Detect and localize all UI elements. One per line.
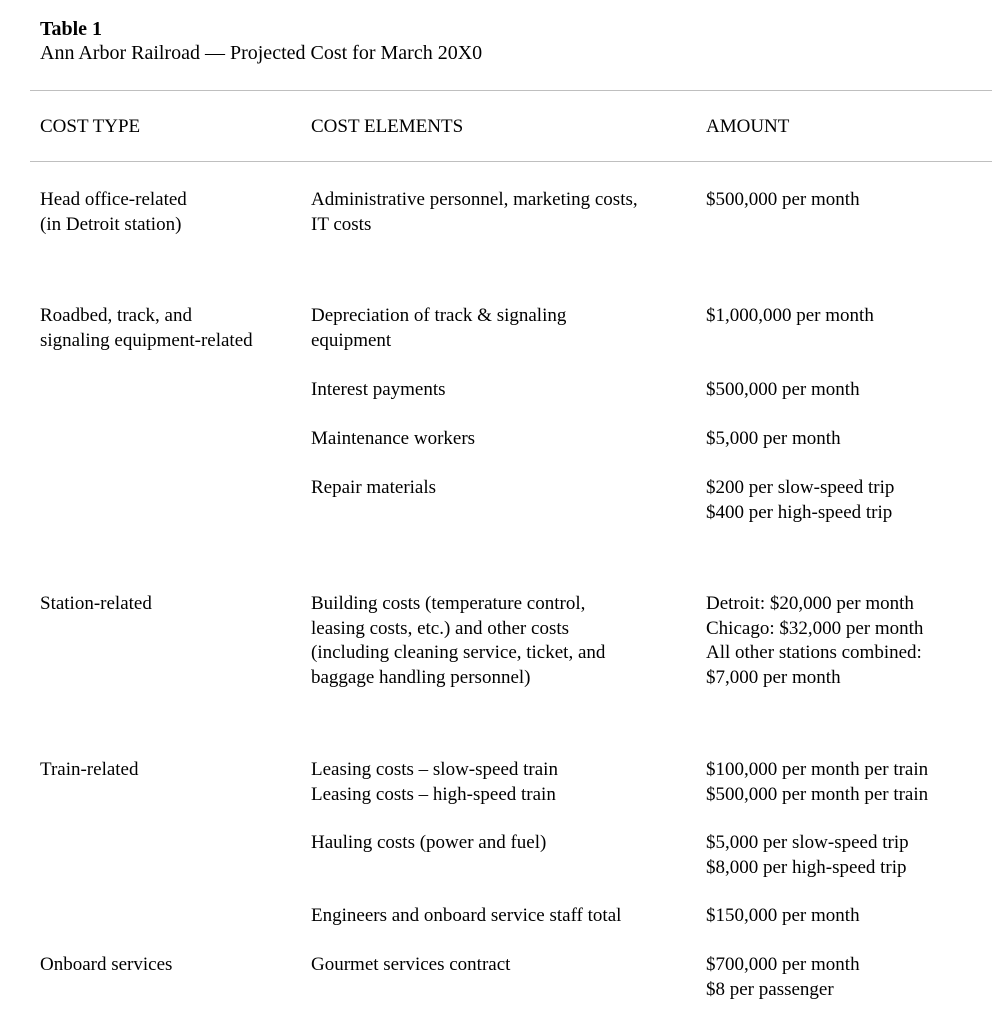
row-0-cost-elements [311,188,638,237]
row-8-amount [706,904,860,929]
row-4-amount [706,476,894,525]
cell-line: Chicago: $32,000 per month [706,617,924,639]
row-5-amount [706,592,923,690]
cell-line: $500,000 per month [706,189,860,210]
cell-line: baggage handling personnel) [311,666,531,688]
cell-line: Depreciation of track & signaling [311,305,567,326]
cell-line: Roadbed, track, and [40,305,192,326]
cell-line: (in Detroit station) [40,213,182,235]
cell-line: signaling equipment-related [40,329,253,351]
row-5-cost-elements [311,592,605,690]
cell-line: Head office-related [40,189,187,210]
row-7-cost-elements [311,831,546,856]
cell-line: Repair materials [311,477,437,498]
cell-line: Administrative personnel, marketing costs, [311,189,638,210]
header-rule [30,161,992,162]
cell-line: $500,000 per month per train [706,783,929,805]
cell-line: $8,000 per high-speed trip [706,856,907,878]
cell-line: $5,000 per slow-speed trip [706,832,909,853]
row-8-cost-elements [311,904,621,929]
row-2-cost-elements [311,378,446,403]
cell-line: $5,000 per month [706,428,841,449]
cell-line: equipment [311,329,392,351]
row-0-cost-type [40,188,187,237]
table-title-block [40,17,482,65]
cell-line: Leasing costs – high-speed train [311,783,556,805]
row-9-cost-type [40,953,172,978]
table-label: Table 1 [40,18,103,40]
header-amount: AMOUNT [706,116,790,137]
row-6-amount [706,758,928,807]
row-3-cost-elements [311,427,475,452]
row-0-amount [706,188,860,213]
cell-line: All other stations combined: [706,642,922,663]
cell-line: (including cleaning service, ticket, and [311,642,606,663]
header-cost-elements: COST ELEMENTS [311,116,464,137]
cell-line: Hauling costs (power and fuel) [311,832,547,853]
row-9-amount [706,953,860,1002]
row-5-cost-type [40,592,152,617]
cell-line: $1,000,000 per month [706,305,874,326]
header-cost-type: COST TYPE [40,116,141,137]
cell-line: Onboard services [40,954,173,975]
cell-line: $500,000 per month [706,379,860,400]
cell-line: Building costs (temperature control, [311,593,586,614]
cell-line: IT costs [311,213,372,235]
cell-line: Interest payments [311,379,446,400]
row-1-cost-type [40,304,253,353]
cell-line: Maintenance workers [311,428,476,449]
cell-line: Leasing costs – slow-speed train [311,759,558,780]
cell-line: Gourmet services contract [311,954,511,975]
cell-line: $400 per high-speed trip [706,501,893,523]
cell-line: $150,000 per month [706,905,860,926]
row-7-amount [706,831,909,880]
row-4-cost-elements [311,476,436,501]
row-6-cost-elements [311,758,558,807]
row-3-amount [706,427,841,452]
cell-line: Station-related [40,593,152,614]
table-caption: Ann Arbor Railroad — Projected Cost for March 20X0 [40,42,483,64]
top-rule [30,90,992,91]
cell-line: Train-related [40,759,139,780]
cell-line: $100,000 per month per train [706,759,929,780]
cell-line: Engineers and onboard service staff total [311,905,622,926]
cell-line: Detroit: $20,000 per month [706,593,914,614]
row-6-cost-type [40,758,139,783]
cell-line: $7,000 per month [706,666,841,688]
row-2-amount [706,378,860,403]
cell-line: $200 per slow-speed trip [706,477,895,498]
cell-line: $700,000 per month [706,954,860,975]
row-1-cost-elements [311,304,566,353]
cell-line: $8 per passenger [706,978,834,1000]
cell-line: leasing costs, etc.) and other costs [311,617,570,639]
row-1-amount [706,304,874,329]
row-9-cost-elements [311,953,510,978]
